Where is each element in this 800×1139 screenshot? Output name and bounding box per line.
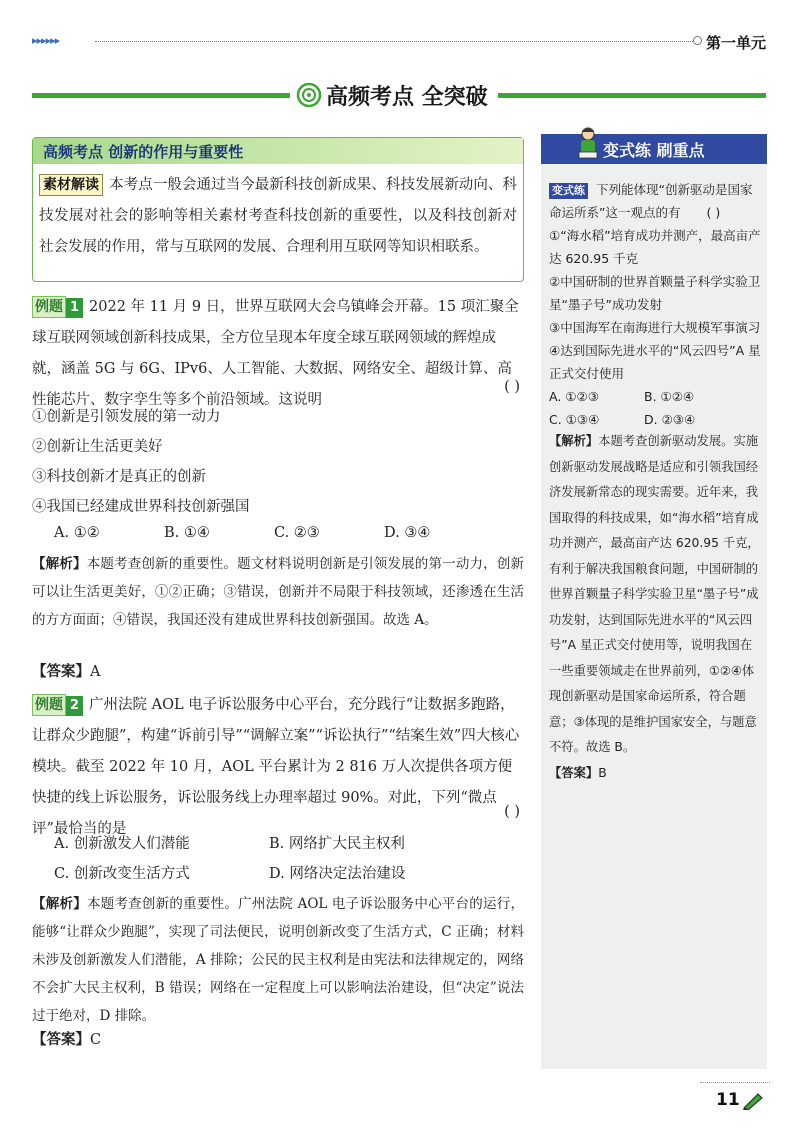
example-1-choices xyxy=(54,518,524,548)
practice-tag: 变式练 xyxy=(549,183,588,199)
example-1-items xyxy=(32,402,502,522)
example-tag: 例题 xyxy=(32,694,66,716)
answer-value: C xyxy=(90,1032,102,1048)
item: ①“海水稻”培育成功并测产，最高亩产达 620.95 千克 xyxy=(549,228,761,266)
header-arrows: ▸▸▸▸▸▸ xyxy=(32,34,60,47)
example-1-text: 2022 年 11 月 9 日，世界互联网大会乌镇峰会开幕。15 项汇聚全球互联网领域创新科技成果，全方位呈现本年度全球互联网领域的辉煌成就，涵盖 5G 与 6G、IPv6、人工智能、大数据、网络安全、超级计算、高性能芯片、数字孪生等多个前沿领域。这说明 xyxy=(32,299,519,408)
answer-value: B xyxy=(598,765,607,780)
item: ②中国研制的世界首颗量子科学实验卫星“墨子号”成功发射 xyxy=(549,274,761,312)
analysis-label: 【解析】 xyxy=(32,896,87,912)
choice: D. ③④ xyxy=(384,525,431,541)
banner-band-left xyxy=(32,93,290,98)
spiral-icon xyxy=(296,82,322,108)
analysis-label: 【解析】 xyxy=(32,556,87,572)
choice: A. ①②③ xyxy=(549,389,599,404)
banner-title: 高频考点 全突破 xyxy=(326,85,488,110)
item: ①创新是引领发展的第一动力 xyxy=(32,409,221,425)
choice: D. 网络决定法治建设 xyxy=(269,866,406,882)
page-number: 11 xyxy=(716,1090,740,1110)
item: ③中国海军在南海进行大规模军事演习 xyxy=(549,320,761,335)
example-2-choices xyxy=(54,829,524,889)
practice-panel xyxy=(541,134,767,1069)
choice: A. ①② xyxy=(54,525,100,541)
example-2-stem xyxy=(32,690,524,845)
choice: D. ②③④ xyxy=(644,412,696,427)
choice: C. ②③ xyxy=(274,525,320,541)
example-2-text: 广州法院 AOL 电子诉讼服务中心平台，充分践行“让数据多跑路，让群众少跑腿”，构建“诉前引导”“调解立案”“诉讼执行”“结案生效”四大核心模块。截至 2022 年 10 月，AOL 平台累计为 2 816 万人次提供各项方便快捷的线上诉讼服务，诉讼服务线上办理率超过 90%。对此，下列“微点评”最恰当的是 xyxy=(32,697,520,837)
topic-box xyxy=(32,137,524,282)
answer-label: 【答案】 xyxy=(32,663,90,680)
choice: C. 创新改变生活方式 xyxy=(54,866,190,882)
material-tag: 素材解读 xyxy=(39,174,103,196)
practice-analysis xyxy=(549,429,761,786)
topic-text: 本考点一般会通过当今最新科技创新成果、科技发展新动向、科技发展对社会的影响等相关素材考查科技创新的重要性，以及科技创新对社会发展的作用，常与互联网的发展、合理利用互联网等知识相联系。 xyxy=(39,177,517,255)
answer-bracket: ( ) xyxy=(504,804,520,820)
analysis-text: 本题考查创新的重要性。广州法院 AOL 电子诉讼服务中心平台的运行，能够“让群众少跑腿”，实现了司法便民，说明创新改变了生活方式，C 正确；材料未涉及创新激发人们潜能，A 排除；公民的民主权利是由宪法和法律规定的，网络不会扩大民主权利，B 错误；网络在一定程度上可以影响法治建设，但“决定”说法过于绝对，D 排除。 xyxy=(32,896,525,1024)
example-tag: 例题 xyxy=(32,296,66,318)
student-icon xyxy=(575,126,601,162)
answer-value: A xyxy=(90,664,101,680)
example-2-answer xyxy=(32,1028,101,1049)
choice: B. ①④ xyxy=(164,525,210,541)
topic-body xyxy=(39,170,517,263)
banner-band-right xyxy=(498,93,766,98)
choice: B. 网络扩大民主权利 xyxy=(269,836,405,852)
topic-heading-bar xyxy=(33,138,523,164)
choice: A. 创新激发人们潜能 xyxy=(54,836,190,852)
answer-bracket: ( ) xyxy=(706,205,721,220)
item: ④达到国际先进水平的“风云四号”A 星正式交付使用 xyxy=(549,343,761,381)
practice-stem: 下列能体现“创新驱动是国家命运所系”这一观点的有 xyxy=(549,182,753,220)
answer-label: 【答案】 xyxy=(549,765,599,780)
practice-stem-block xyxy=(549,178,763,224)
topic-heading: 高频考点 创新的作用与重要性 xyxy=(43,143,244,161)
analysis-label: 【解析】 xyxy=(549,434,599,448)
example-number: 1 xyxy=(66,298,83,318)
analysis-text: 本题考查创新的重要性。题文材料说明创新是引领发展的第一动力，创新可以让生活更美好，①②正确；③错误，创新并不局限于科技领域，还渗透在生活的方方面面；④错误，我国还没有建成世界科技创新强国。故选 A。 xyxy=(32,556,525,628)
unit-title: 第一单元 xyxy=(706,34,767,52)
header-dot xyxy=(693,36,702,45)
practice-title: 变式练 刷重点 xyxy=(603,141,705,160)
choice: B. ①②④ xyxy=(644,389,695,404)
answer-label: 【答案】 xyxy=(32,1031,90,1048)
analysis-text: 本题考查创新驱动发展。实施创新驱动发展战略是适应和引领我国经济发展新常态的现实需要。近年来，我国取得的科技成果，如“海水稻”培育成功并测产，最高亩产达 620.95 千克，有利于解决我国粮食问题，中国研制的世界首颗量子科学实验卫星“墨子号”成功发射，达到国际先进水平的“风云四号”A 星正式交付使用等，说明我国在一些重要领域走在世界前列，①②④体现创新驱动是国家命运所系，符合题意；③体现的是维护国家安全，与题意不符。故选 B。 xyxy=(549,434,760,754)
answer-bracket: ( ) xyxy=(504,379,520,395)
example-1-answer xyxy=(32,660,100,681)
practice-question xyxy=(549,178,763,431)
footer-rule xyxy=(700,1082,770,1083)
choice: C. ①③④ xyxy=(549,412,600,427)
example-2-analysis xyxy=(32,890,524,1030)
header-rule xyxy=(95,41,693,42)
example-1-stem xyxy=(32,292,524,416)
item: ④我国已经建成世界科技创新强国 xyxy=(32,499,250,515)
example-1-analysis xyxy=(32,550,524,634)
example-number: 2 xyxy=(66,696,83,716)
item: ③科技创新才是真正的创新 xyxy=(32,469,206,485)
pencil-icon xyxy=(742,1092,764,1110)
item: ②创新让生活更美好 xyxy=(32,439,163,455)
